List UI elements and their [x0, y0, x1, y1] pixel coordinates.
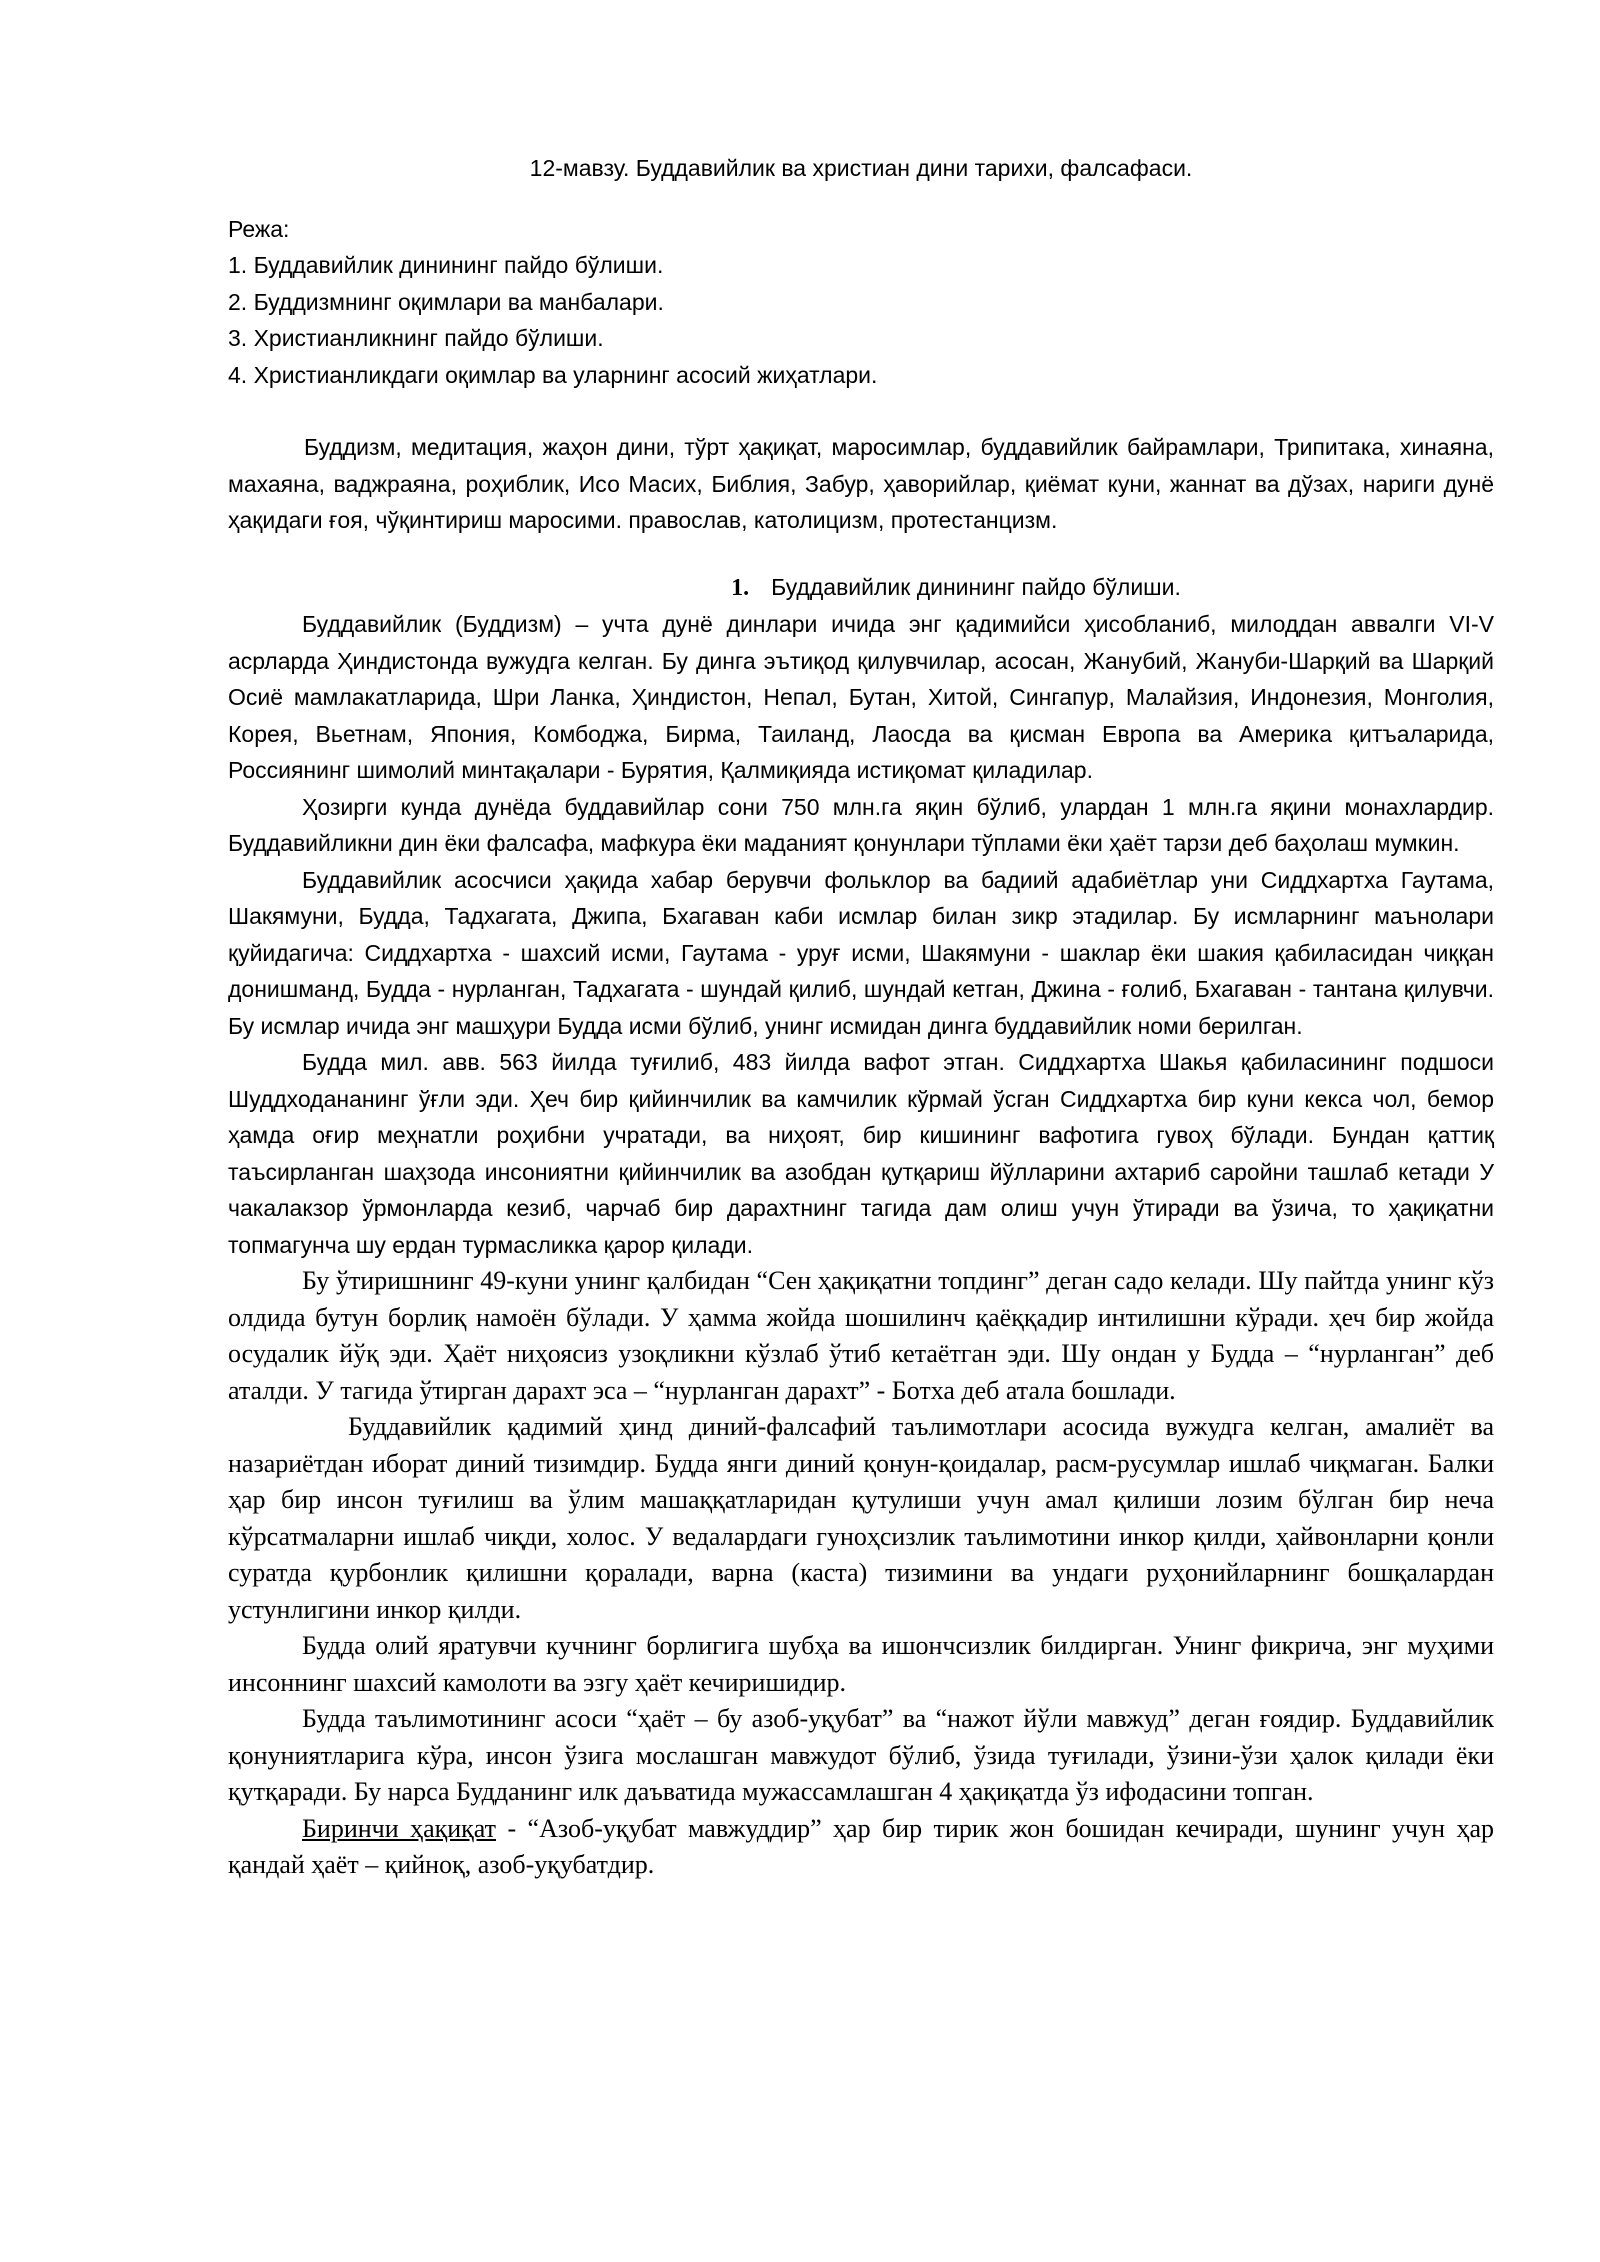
section-heading — [228, 569, 1494, 607]
body-paragraph: Буддавийлик (Буддизм) – учта дунё динлари ичида энг қадимийси ҳисобланиб, милоддан аввалги VI-V асрларда Ҳиндистонда вужудга келган. Бу динга эътиқод қилувчилар, асосан, Жанубий, Жануби-Шарқий ва Шарқий Осиё мамлакатларида, Шри Ланка, Ҳиндистон, Непал, Бутан, Хитой, Сингапур, Малайзия, Индонезия, Монголия, Корея, Вьетнам, Япония, Комбоджа, Бирма, Таиланд, Лаосда ва қисман Европа ва Америка қитъаларида, Россиянинг шимолий минтақалари - Бурятия, Қалмиқияда истиқомат қиладилар. — [228, 611, 1494, 783]
plan-heading: Режа: — [228, 215, 290, 242]
document-body — [228, 150, 1494, 1884]
keywords-paragraph: Буддизм, медитация, жаҳон дини, тўрт ҳақиқат, маросимлар, буддавийлик байрамлари, Трипитака, хинаяна, махаяна, ваджраяна, роҳиблик, Исо Масих, Библия, Забур, ҳаворийлар, қиёмат куни, жаннат ва дўзах, нариги дунё ҳақидаги ғоя, чўқинтириш маросими. православ, католицизм, протестанцизм. — [228, 434, 1494, 533]
plan-item: 3. Христианликнинг пайдо бўлиши. — [228, 325, 604, 351]
first-truth-text: - “Азоб-уқубат мавжуддир” ҳар бир тирик жон бошидан кечиради, шунинг учун ҳар қандай ҳаёт – қийноқ, азоб-уқубатдир. — [228, 1813, 1494, 1879]
body-paragraph: Ҳозирги кунда дунёда буддавийлар сони 750 млн.га яқин бўлиб, улардан 1 млн.га яқини монахлардир. Буддавийликни дин ёки фалсафа, мафкура ёки маданият қонунлари тўплами ёки ҳаёт тарзи деб баҳолаш мумкин. — [228, 793, 1494, 856]
plan-item: 1. Буддавийлик динининг пайдо бўлиши. — [228, 252, 664, 278]
plan-list — [228, 247, 1494, 393]
first-truth-label: Биринчи ҳақиқат — [302, 1813, 497, 1843]
body-paragraph: Бу ўтиришнинг 49-куни унинг қалбидан “Сен ҳақиқатни топдинг” деган садо келади. Шу пайтда унинг кўз олдида бутун борлиқ намоён бўлади. У ҳамма жойда шошилинч қаёққадир интилишни кўради. ҳеч бир жойда осудалик йўқ эди. Ҳаёт ниҳоясиз узоқликни кўзлаб ўтиб кетаётган эди. Шу ондан у Будда – “нурланган” деб аталди. У тагида ўтирган дарахт эса – “нурланган дарахт” - Ботха деб атала бошлади. — [228, 1266, 1494, 1405]
section-number: 1. — [731, 574, 750, 601]
body-paragraph: Будда таълимотининг асоси “ҳаёт – бу азоб-уқубат” ва “нажот йўли мавжуд” деган ғоядир. Буддавийлик қонуниятларига кўра, инсон ўзига мослашган мавжудот бўлиб, ўзида туғилади, ўзини-ўзи ҳалок қилади ёки қутқаради. Бу нарса Будданинг илк даъватида мужассамлашган 4 ҳақиқатда ўз ифодасини топган. — [228, 1704, 1494, 1806]
body-paragraph-last — [228, 1811, 1494, 1884]
plan-item: 4. Христианликдаги оқимлар ва уларнинг асосий жиҳатлари. — [228, 361, 878, 388]
body-paragraph: Буддавийлик асосчиси ҳақида хабар берувчи фольклор ва бадиий адабиётлар уни Сиддхартха Гаутама, Шакямуни, Будда, Тадхагата, Джипа, Бхагаван каби исмлар билан зикр этадилар. Бу исмларнинг маънолари қуйидагича: Сиддхартха - шахсий исми, Гаутама - уруғ исми, Шакямуни - шаклар ёки шакия қабиласидан чиққан донишманд, Будда - нурланган, Тадхагата - шундай қилиб, шундай кетган, Джина - ғолиб, Бхагаван - тантана қилувчи. Бу исмлар ичида энг машҳури Будда исми бўлиб, унинг исмидан динга буддавийлик номи берилган. — [228, 866, 1494, 1039]
body-paragraph: Будда олий яратувчи кучнинг борлигига шубҳа ва ишончсизлик билдирган. Унинг фикрича, энг муҳими инсоннинг шахсий камолоти ва эзгу ҳаёт кечиришидир. — [228, 1631, 1494, 1697]
plan-item: 2. Буддизмнинг оқимлари ва манбалари. — [228, 288, 664, 315]
document-title: 12-мавзу. Буддавийлик ва христиан дини тарихи, фалсафаси. — [529, 155, 1193, 181]
body-paragraph: Буддавийлик қадимий ҳинд диний-фалсафий таълимотлари асосида вужудга келган, амалиёт ва назариётдан иборат диний тизимдир. Будда янги диний қонун-қоидалар, расм-русумлар ишлаб чиқмаган. Балки ҳар бир инсон туғилиш ва ўлим машаққатларидан қутулиши учун амал қилиши лозим бўлган бир неча кўрсатмаларни ишлаб чиқди, холос. У ведалардаги гуноҳсизлик таълимотини инкор қилди, ҳайвонларни қонли суратда қурбонлик қилишни қоралади, варна (каста) тизимини ва ундаги руҳонийларнинг бошқалардан устунлигини инкор қилди. — [228, 1412, 1494, 1624]
body-paragraph: Будда мил. авв. 563 йилда туғилиб, 483 йилда вафот этган. Сиддхартха Шакья қабиласининг подшоси Шуддходананинг ўғли эди. Ҳеч бир қийинчилик ва камчилик кўрмай ўсган Сиддхартха бир куни кекса чол, бемор ҳамда оғир меҳнатли роҳибни учратади, ва ниҳоят, бир кишининг вафотига гувоҳ бўлади. Бундан қаттиқ таъсирланган шаҳзода инсониятни қийинчилик ва азобдан қутқариш йўлларини ахтариб саройни ташлаб кетади У чакалакзор ўрмонларда кезиб, чарчаб бир дарахтнинг тагида дам олиш учун ўтиради ва ўзича, то ҳақиқатни топмагунча шу ердан турмасликка қарор қилади. — [228, 1049, 1494, 1258]
section-title: Буддавийлик динининг пайдо бўлиши. — [771, 573, 1181, 600]
